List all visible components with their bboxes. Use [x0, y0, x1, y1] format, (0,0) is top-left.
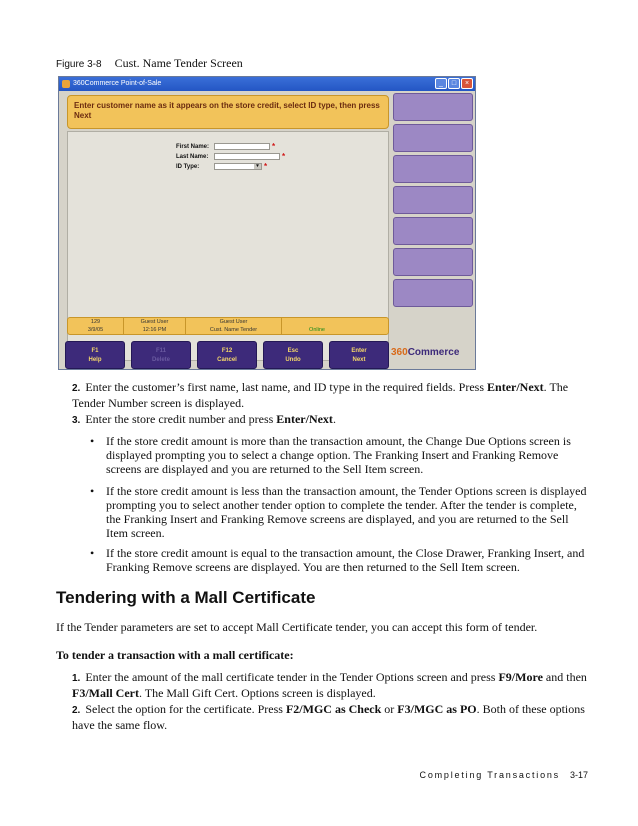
step-number: 1. [72, 673, 81, 684]
brand-number: 360 [391, 347, 408, 358]
status-row-1 [68, 318, 388, 326]
app-icon [62, 80, 70, 88]
id-type-select[interactable] [214, 163, 262, 170]
section-heading: Tendering with a Mall Certificate [56, 588, 316, 607]
fkey-code: Enter [351, 348, 367, 354]
side-button-panel [393, 93, 473, 310]
customer-form [176, 142, 285, 172]
fkey-code: Esc [287, 348, 299, 354]
id-type-label: ID Type: [176, 163, 200, 170]
side-button[interactable] [393, 279, 473, 307]
prompt-area: Enter customer name as it appears on the store credit, select ID type, then press Next [67, 95, 389, 129]
status-date: 3/9/05 [68, 326, 124, 334]
fkey-code: F1 [91, 348, 99, 354]
required-mark: * [272, 141, 276, 151]
last-name-input[interactable] [214, 153, 280, 160]
step-text: or [381, 702, 398, 716]
status-blank [282, 318, 352, 326]
fkey-label: Help [88, 357, 102, 363]
fkey-label: Delete [151, 357, 170, 363]
step-text: Enter the customer’s first name, last name, and ID type in the required fields. Press [85, 380, 488, 394]
first-name-label: First Name: [176, 143, 210, 150]
chevron-down-icon[interactable]: ▾ [254, 164, 261, 169]
function-key-bar [65, 341, 389, 369]
side-button[interactable] [393, 155, 473, 183]
status-row-2 [68, 326, 388, 334]
step-text: Select the option for the certificate. Press [85, 702, 286, 716]
fkey-label: Undo [285, 357, 301, 363]
step-number: 3. [72, 415, 81, 426]
key-name: F3/MGC as PO [397, 702, 477, 716]
undo-button[interactable] [263, 341, 323, 369]
key-name: Enter/Next [276, 412, 333, 426]
window-title: 360Commerce Point-of-Sale [73, 80, 162, 87]
step-text: Enter the amount of the mall certificate tender in the Tender Options screen and press [85, 670, 499, 684]
figure-caption [56, 56, 243, 71]
fkey-label: Next [352, 357, 366, 363]
next-button[interactable] [329, 341, 389, 369]
key-name: F9/More [498, 670, 543, 684]
salesperson-name: Guest User [186, 318, 282, 326]
procedure-title: To tender a transaction with a mall certificate: [56, 648, 294, 662]
page-footer [420, 770, 588, 780]
side-button[interactable] [393, 124, 473, 152]
step-number: 2. [72, 705, 81, 716]
bullet-equal: • If the store credit amount is equal to the transaction amount, the Close Drawer, Franking Insert, and Franking Remove screens are displayed. You are then returned to the Sell Item screen. [90, 546, 590, 574]
bullet-less: • If the store credit amount is less than the transaction amount, the Tender Options screen is displayed prompting you to select another tender option to complete the tender. After the tender is complete, the Franking Insert and Franking Remove screens are displayed, and you are returned to the Sell Item screen. [90, 484, 590, 540]
key-name: F2/MGC as Check [285, 702, 382, 716]
figure-title: Cust. Name Tender Screen [114, 56, 243, 70]
step-text: Enter the store credit number and press [85, 412, 277, 426]
step-text: . [332, 412, 336, 426]
cancel-button[interactable] [197, 341, 257, 369]
required-mark: * [282, 151, 286, 161]
brand-name: Commerce [407, 347, 460, 358]
first-name-input[interactable] [214, 143, 270, 150]
online-status: Online [309, 327, 325, 333]
step-text: . The Tender Number screen is displayed. [72, 380, 569, 410]
fkey-code: F12 [221, 348, 233, 354]
side-button[interactable] [393, 186, 473, 214]
maximize-icon[interactable]: □ [448, 78, 460, 89]
cashier-name: Guest User [124, 318, 186, 326]
side-button[interactable] [393, 93, 473, 121]
screen-name: Cust. Name Tender [186, 326, 282, 334]
close-icon[interactable]: × [461, 78, 473, 89]
fkey-code: F11 [155, 348, 166, 354]
bullet-more: • If the store credit amount is more than the transaction amount, the Change Due Options screen is displayed prompting you to select a change option. The Franking Insert and Franking Remove screens are displayed and you are returned to the Sell Item screen. [90, 434, 590, 476]
status-time: 12:16 PM [124, 326, 186, 334]
side-button[interactable] [393, 248, 473, 276]
side-button[interactable] [393, 217, 473, 245]
step-number: 2. [72, 383, 81, 394]
help-button[interactable] [65, 341, 125, 369]
section-intro: If the Tender parameters are set to accept Mall Certificate tender, you can accept this form of tender. [56, 620, 538, 634]
window-controls [435, 78, 473, 89]
minimize-icon[interactable]: _ [435, 78, 447, 89]
status-bar [67, 317, 389, 335]
procedure-step-2 [72, 702, 592, 732]
required-mark: * [264, 161, 268, 171]
key-name: F3/Mall Cert [72, 686, 139, 700]
step-2 [72, 380, 592, 410]
delete-button[interactable] [131, 341, 191, 369]
register-number: 129 [68, 318, 124, 326]
pos-window [58, 76, 476, 370]
step-text: . The Mall Gift Cert. Options screen is displayed. [138, 686, 376, 700]
chapter-title: Completing Transactions [419, 770, 560, 780]
last-name-label: Last Name: [176, 153, 209, 160]
step-3 [72, 412, 592, 428]
page-number: 3-17 [569, 770, 588, 780]
step-text: . Both of these options have the same flow. [72, 702, 585, 732]
brand-logo [391, 347, 459, 358]
step-text: and then [542, 670, 587, 684]
fkey-label: Cancel [217, 357, 237, 363]
figure-number: Figure 3-8 [56, 59, 102, 70]
key-name: Enter/Next [487, 380, 544, 394]
procedure-step-1 [72, 670, 592, 700]
window-titlebar [59, 77, 475, 91]
